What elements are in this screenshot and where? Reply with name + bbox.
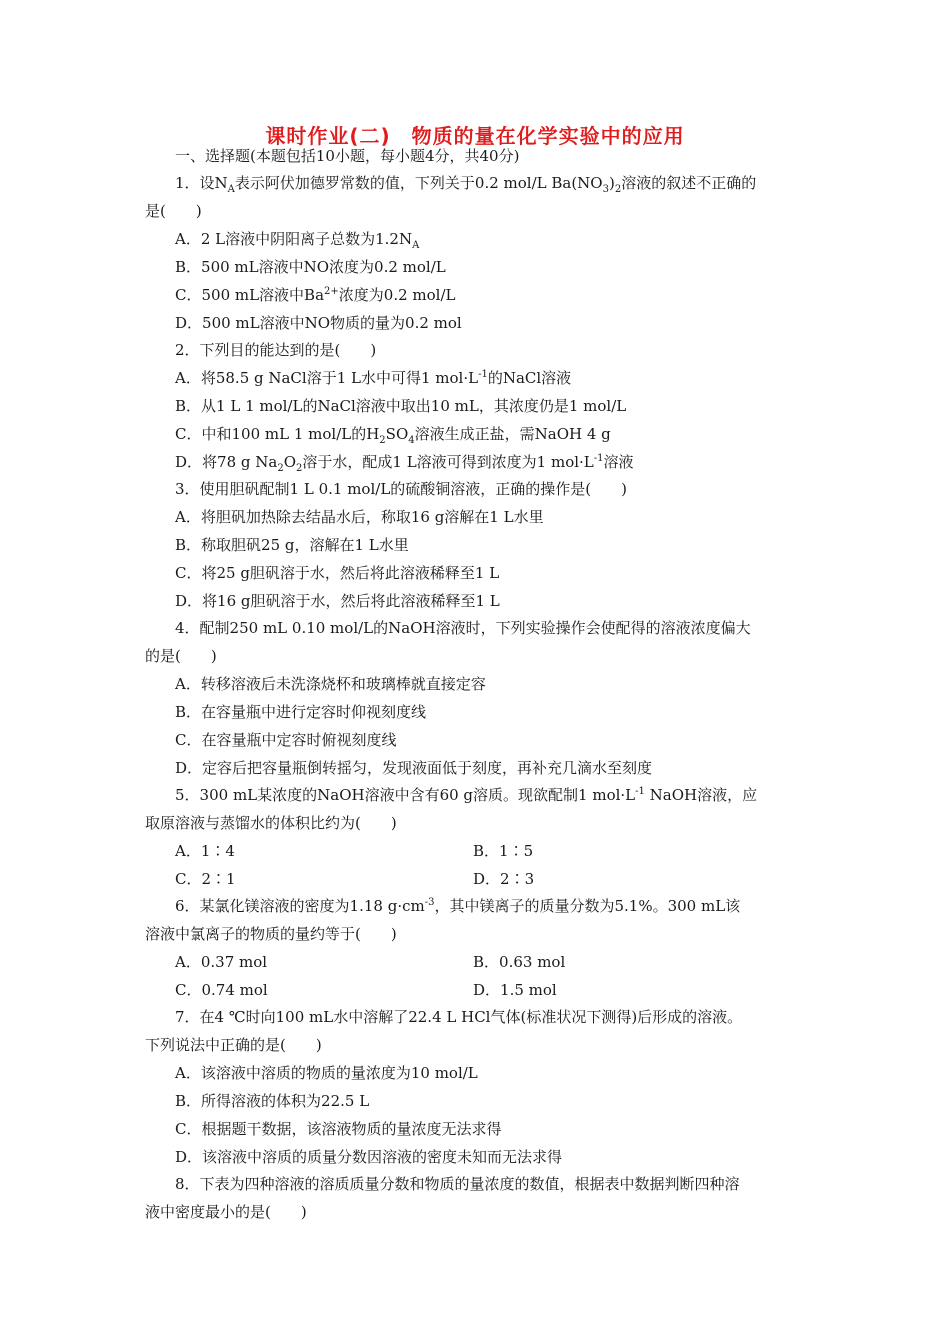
question-7-option-b: B．所得溶液的体积为22.5 L bbox=[175, 1092, 370, 1110]
question-5-option-a: A．1∶4 bbox=[175, 842, 235, 860]
question-1-option-c: C．500 mL溶液中$Ba^{2+}$浓度为0.2 mol/L bbox=[175, 286, 456, 304]
question-7-option-a: A．该溶液中溶质的物质的量浓度为10 mol/L bbox=[175, 1064, 478, 1082]
question-6-stem: 6．某氯化镁溶液的密度为1.18 $g\cdot cm^{-3}$，其中镁离子的质量分数为5.1%。300 mL该 bbox=[175, 897, 741, 915]
question-1-stem: 1．设$N_A$表示阿伏加德罗常数的值，下列关于0.2 mol/L $Ba(NO_3)_2$溶液的叙述不正确的 bbox=[175, 174, 757, 195]
question-4-option-c: C．在容量瓶中定容时俯视刻度线 bbox=[175, 731, 397, 749]
question-1-stem-continued: 是( ) bbox=[145, 202, 202, 220]
question-2-option-b: B．从1 L 1 mol/L的NaCl溶液中取出10 mL，其浓度仍是1 mol/L bbox=[175, 397, 627, 415]
question-4-stem-continued: 的是( ) bbox=[145, 647, 217, 665]
question-4-option-d: D．定容后把容量瓶倒转摇匀，发现液面低于刻度，再补充几滴水至刻度 bbox=[175, 759, 653, 777]
question-6-option-b: B．0.63 mol bbox=[473, 953, 566, 971]
question-5-option-c: C．2∶1 bbox=[175, 870, 236, 888]
question-2-option-a: A．将58.5 g NaCl溶于1 L水中可得1 $mol\cdot L^{-1}$的NaCl溶液 bbox=[175, 369, 572, 387]
question-6-option-c: C．0.74 mol bbox=[175, 981, 268, 999]
question-8-stem-continued: 液中密度最小的是( ) bbox=[145, 1203, 307, 1221]
question-3-option-c: C．将25 g胆矾溶于水，然后将此溶液稀释至1 L bbox=[175, 564, 500, 582]
question-7-stem: 7．在4 ℃时向100 mL水中溶解了22.4 L HCl气体(标准状况下测得)后形成的溶液。 bbox=[175, 1008, 743, 1026]
question-5-stem-continued: 取原溶液与蒸馏水的体积比约为( ) bbox=[145, 814, 397, 832]
question-2-option-c: C．中和100 mL 1 mol/L的$H_2SO_4$溶液生成正盐，需NaOH 4 g bbox=[175, 425, 611, 446]
question-1-option-a: A．2 L溶液中阴阳离子总数为$1.2N_A$ bbox=[175, 230, 420, 251]
page-title: 课时作业(二) 物质的量在化学实验中的应用 bbox=[265, 124, 685, 148]
question-3-option-b: B．称取胆矾25 g，溶解在1 L水里 bbox=[175, 536, 409, 554]
question-7-option-d: D．该溶液中溶质的质量分数因溶液的密度未知而无法求得 bbox=[175, 1148, 563, 1166]
question-7-option-c: C．根据题干数据，该溶液物质的量浓度无法求得 bbox=[175, 1120, 502, 1138]
question-5-option-d: D．2∶3 bbox=[473, 870, 535, 888]
question-1-option-b: B．500 mL溶液中NO浓度为0.2 mol/L bbox=[175, 258, 446, 276]
section-heading: 一、选择题(本题包括10小题，每小题4分，共40分) bbox=[175, 147, 520, 165]
question-6-option-a: A．0.37 mol bbox=[175, 953, 268, 971]
question-2-option-d: D．将78 g $Na_2O_2$溶于水，配成1 L溶液可得到浓度为1 $mol\cdot L^{-1}$溶液 bbox=[175, 453, 634, 474]
question-6-stem-continued: 溶液中氯离子的物质的量约等于( ) bbox=[145, 925, 397, 943]
question-4-option-a: A．转移溶液后未洗涤烧杯和玻璃棒就直接定容 bbox=[175, 675, 486, 693]
question-4-option-b: B．在容量瓶中进行定容时仰视刻度线 bbox=[175, 703, 427, 721]
question-7-stem-continued: 下列说法中正确的是( ) bbox=[145, 1036, 322, 1054]
question-5-option-b: B．1∶5 bbox=[473, 842, 534, 860]
question-2-stem: 2．下列目的能达到的是( ) bbox=[175, 341, 377, 359]
question-3-option-a: A．将胆矾加热除去结晶水后，称取16 g溶解在1 L水里 bbox=[175, 508, 544, 526]
question-8-stem: 8．下表为四种溶液的溶质质量分数和物质的量浓度的数值，根据表中数据判断四种溶 bbox=[175, 1175, 740, 1193]
question-3-stem: 3．使用胆矾配制1 L 0.1 mol/L的硫酸铜溶液，正确的操作是( ) bbox=[175, 480, 627, 498]
question-6-option-d: D．1.5 mol bbox=[473, 981, 557, 999]
question-5-stem: 5．300 mL某浓度的NaOH溶液中含有60 g溶质。现欲配制1 $mol\cdot L^{-1}$ NaOH溶液，应 bbox=[175, 786, 758, 804]
question-3-option-d: D．将16 g胆矾溶于水，然后将此溶液稀释至1 L bbox=[175, 592, 500, 610]
question-4-stem: 4．配制250 mL 0.10 mol/L的NaOH溶液时，下列实验操作会使配得的溶液浓度偏大 bbox=[175, 619, 751, 637]
question-1-option-d: D．500 mL溶液中NO物质的量为0.2 mol bbox=[175, 314, 462, 332]
